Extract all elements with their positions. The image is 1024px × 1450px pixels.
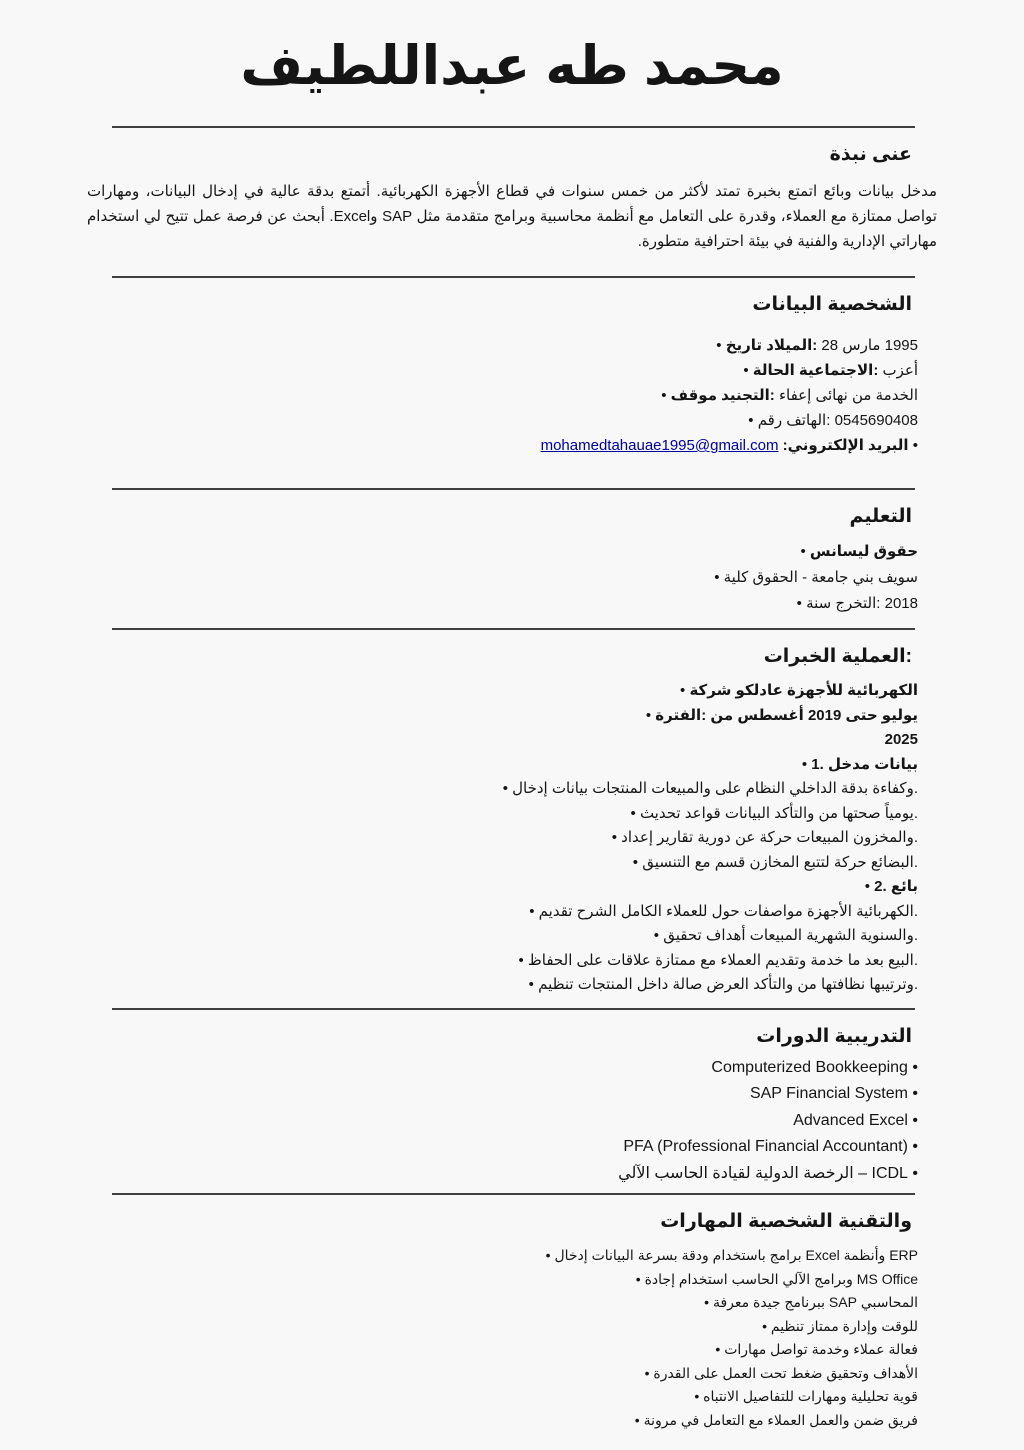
section-about xyxy=(87,126,937,254)
list-item: • تنظيم ممتاز وإدارة للوقت xyxy=(762,1317,918,1334)
item-text: 28 مارس 1995 xyxy=(821,337,918,354)
list-item: • تقديم الشرح الكامل للعملاء حول مواصفات الأجهزة الكهربائية. xyxy=(529,902,918,920)
list-item: • شركة عادلكو للأجهزة الكهربائية xyxy=(680,682,918,699)
item-text: سنة التخرج: 2018 xyxy=(806,595,918,612)
item-text: التنسيق مع قسم المخازن لتتبع حركة البضائع. xyxy=(642,853,918,871)
item-text: مهارات تواصل وخدمة عملاء فعالة xyxy=(724,1341,918,1357)
list-item: • التنسيق مع قسم المخازن لتتبع حركة البضائع. xyxy=(632,853,918,871)
item-label: 2. بائع xyxy=(874,878,918,895)
list-item: • الانتباه للتفاصيل ومهارات تحليلية قوية xyxy=(694,1388,918,1404)
section-title-education: التعليم xyxy=(849,506,912,527)
section-title-courses: الدورات التدريبية xyxy=(756,1025,912,1047)
item-text: إعداد تقارير دورية عن حركة المبيعات والمخزون. xyxy=(621,829,918,846)
list-item: • معرفة جيدة ببرنامج SAP المحاسبي xyxy=(704,1294,918,1310)
list-item: • Advanced Excel xyxy=(793,1111,918,1129)
list-item: • القدرة على العمل تحت ضغط وتحقيق الأهداف xyxy=(644,1364,918,1381)
list-item xyxy=(87,728,918,753)
section-experience xyxy=(87,628,937,998)
item-label: الفترة: من أغسطس 2019 حتى يوليو xyxy=(655,706,918,724)
item-label: ليسانس حقوق xyxy=(809,543,918,560)
item-text: تحديث قواعد البيانات والتأكد من صحتها يومياً. xyxy=(639,804,918,822)
section-rule xyxy=(112,276,915,278)
list-item: • PFA (Professional Financial Accountant) xyxy=(623,1138,918,1155)
item-label: تاريخ الميلاد: xyxy=(725,337,818,354)
section-courses xyxy=(87,1008,937,1188)
skills-list xyxy=(87,1244,937,1432)
list-item: • مرونة في التعامل مع العملاء والعمل ضمن فريق xyxy=(634,1411,918,1428)
list-item: • مهارات تواصل وخدمة عملاء فعالة xyxy=(715,1341,918,1357)
item-text: مرونة في التعامل مع العملاء والعمل ضمن فريق xyxy=(643,1411,918,1428)
list-item: • 2. بائع xyxy=(864,878,918,895)
list-item: • الحالة الاجتماعية: أعزب xyxy=(743,362,918,379)
item-text: القدرة على العمل تحت ضغط وتحقيق الأهداف xyxy=(653,1364,918,1381)
list-item: • الفترة: من أغسطس 2019 حتى يوليو xyxy=(645,706,918,724)
courses-list xyxy=(87,1055,937,1188)
resume-page xyxy=(87,20,937,1432)
item-label: الحالة الاجتماعية: xyxy=(752,362,879,379)
section-title-skills: المهارات الشخصية والتقنية xyxy=(660,1211,912,1232)
section-skills xyxy=(87,1193,937,1432)
experience-list xyxy=(87,679,937,998)
section-rule xyxy=(112,628,915,630)
item-text: تقديم الشرح الكامل للعملاء حول مواصفات الأجهزة الكهربائية. xyxy=(538,902,918,920)
list-item: • إجادة استخدام الحاسب الآلي وبرامج MS Office xyxy=(635,1270,918,1287)
list-item: • Computerized Bookkeeping xyxy=(711,1058,918,1076)
section-title-about: نبذة عنى xyxy=(829,144,912,165)
section-education xyxy=(87,488,937,617)
list-item: • إدخال بيانات المنتجات والمبيعات على النظام الداخلي بدقة وكفاءة. xyxy=(502,780,918,797)
section-rule xyxy=(112,1008,915,1010)
list-item: • سنة التخرج: 2018 xyxy=(796,595,918,612)
list-item: • تحديث قواعد البيانات والتأكد من صحتها يومياً. xyxy=(630,804,918,822)
section-rule xyxy=(112,126,915,128)
list-item: • كلية الحقوق - جامعة بني سويف xyxy=(714,569,918,586)
list-item: • البريد الإلكتروني: mohamedtahauae1995@gmail.com xyxy=(540,437,918,454)
list-item: • تنظيم المنتجات داخل صالة العرض والتأكد من نظافتها وترتيبها. xyxy=(528,976,918,993)
list-item: • SAP Financial System xyxy=(749,1085,918,1102)
item-text: أعزب xyxy=(882,362,918,379)
personal-list xyxy=(87,333,937,458)
list-item: • تاريخ الميلاد: 28 مارس 1995 xyxy=(716,337,918,354)
item-text: Advanced Excel xyxy=(793,1111,908,1129)
item-text: إجادة استخدام الحاسب الآلي وبرامج MS Office xyxy=(644,1270,918,1287)
item-text: معرفة جيدة ببرنامج SAP المحاسبي xyxy=(712,1294,918,1310)
email-link[interactable]: mohamedtahauae1995@gmail.com xyxy=(540,437,779,454)
list-item: • ICDL – الرخصة الدولية لقيادة الحاسب الآلي xyxy=(618,1164,918,1182)
education-list xyxy=(87,539,937,617)
item-label: 2025 xyxy=(884,731,918,748)
item-text: تنظيم المنتجات داخل صالة العرض والتأكد من نظافتها وترتيبها. xyxy=(538,976,918,993)
list-item: • إعداد تقارير دورية عن حركة المبيعات والمخزون. xyxy=(611,829,918,846)
section-title-personal: البيانات الشخصية xyxy=(752,294,912,315)
sections-container xyxy=(87,126,937,1432)
item-text: إدخال بيانات المنتجات والمبيعات على النظام الداخلي بدقة وكفاءة. xyxy=(512,780,918,797)
list-item: • تحقيق أهداف المبيعات الشهرية والسنوية. xyxy=(653,927,918,944)
item-text: إعفاء نهائى من الخدمة xyxy=(778,387,918,404)
item-text: تنظيم ممتاز وإدارة للوقت xyxy=(770,1317,918,1334)
item-text: SAP Financial System xyxy=(749,1085,908,1102)
section-title-experience: الخبرات العملية: xyxy=(763,646,912,667)
item-label: البريد الإلكتروني: xyxy=(782,437,909,454)
item-text: الحفاظ على علاقات ممتازة مع العملاء وتقديم خدمة ما بعد البيع. xyxy=(527,951,918,969)
item-text: الانتباه للتفاصيل ومهارات تحليلية قوية xyxy=(703,1388,918,1404)
item-text: إدخال البيانات بسرعة ودقة باستخدام برامج Excel وأنظمة ERP xyxy=(554,1247,918,1263)
item-label: شركة عادلكو للأجهزة الكهربائية xyxy=(689,682,918,699)
list-item: • ليسانس حقوق xyxy=(800,543,918,560)
list-item: • الحفاظ على علاقات ممتازة مع العملاء وتقديم خدمة ما بعد البيع. xyxy=(518,951,918,969)
section-personal xyxy=(87,276,937,458)
page-title: محمد طه عبداللطيف xyxy=(240,36,784,96)
item-text: رقم الهاتف: 0545690408 xyxy=(757,412,918,429)
item-text: تحقيق أهداف المبيعات الشهرية والسنوية. xyxy=(663,927,918,944)
section-rule xyxy=(112,488,915,490)
item-text: كلية الحقوق - جامعة بني سويف xyxy=(723,569,918,586)
item-text: ICDL – الرخصة الدولية لقيادة الحاسب الآلي xyxy=(618,1164,908,1182)
section-rule xyxy=(112,1193,915,1195)
about-paragraph: مدخل بيانات وبائع اتمتع بخبرة تمتد لأكثر من خمس سنوات في قطاع الأجهزة الكهربائية. أتمتع بدقة عالية في إدخال البيانات، ومهارات تواصل ممتازة مع العملاء، وقدرة على التعامل مع أنظمة محاسبية وبرامج متقدمة مثل SAP وExcel. أبحث عن فرصة عمل تتيح لي استخدام مهاراتي الإدارية والفنية في بيئة احترافية متطورة. xyxy=(87,183,937,250)
item-label: موقف التجنيد: xyxy=(670,387,775,404)
item-label: 1. مدخل بيانات xyxy=(811,755,918,773)
list-item: • إدخال البيانات بسرعة ودقة باستخدام برامج Excel وأنظمة ERP xyxy=(545,1247,918,1263)
list-item: • 1. مدخل بيانات xyxy=(801,755,918,773)
item-text: PFA (Professional Financial Accountant) xyxy=(623,1138,908,1155)
list-item: • موقف التجنيد: إعفاء نهائى من الخدمة xyxy=(661,387,918,404)
list-item: • رقم الهاتف: 0545690408 xyxy=(748,412,918,429)
item-text: Computerized Bookkeeping xyxy=(711,1058,908,1076)
